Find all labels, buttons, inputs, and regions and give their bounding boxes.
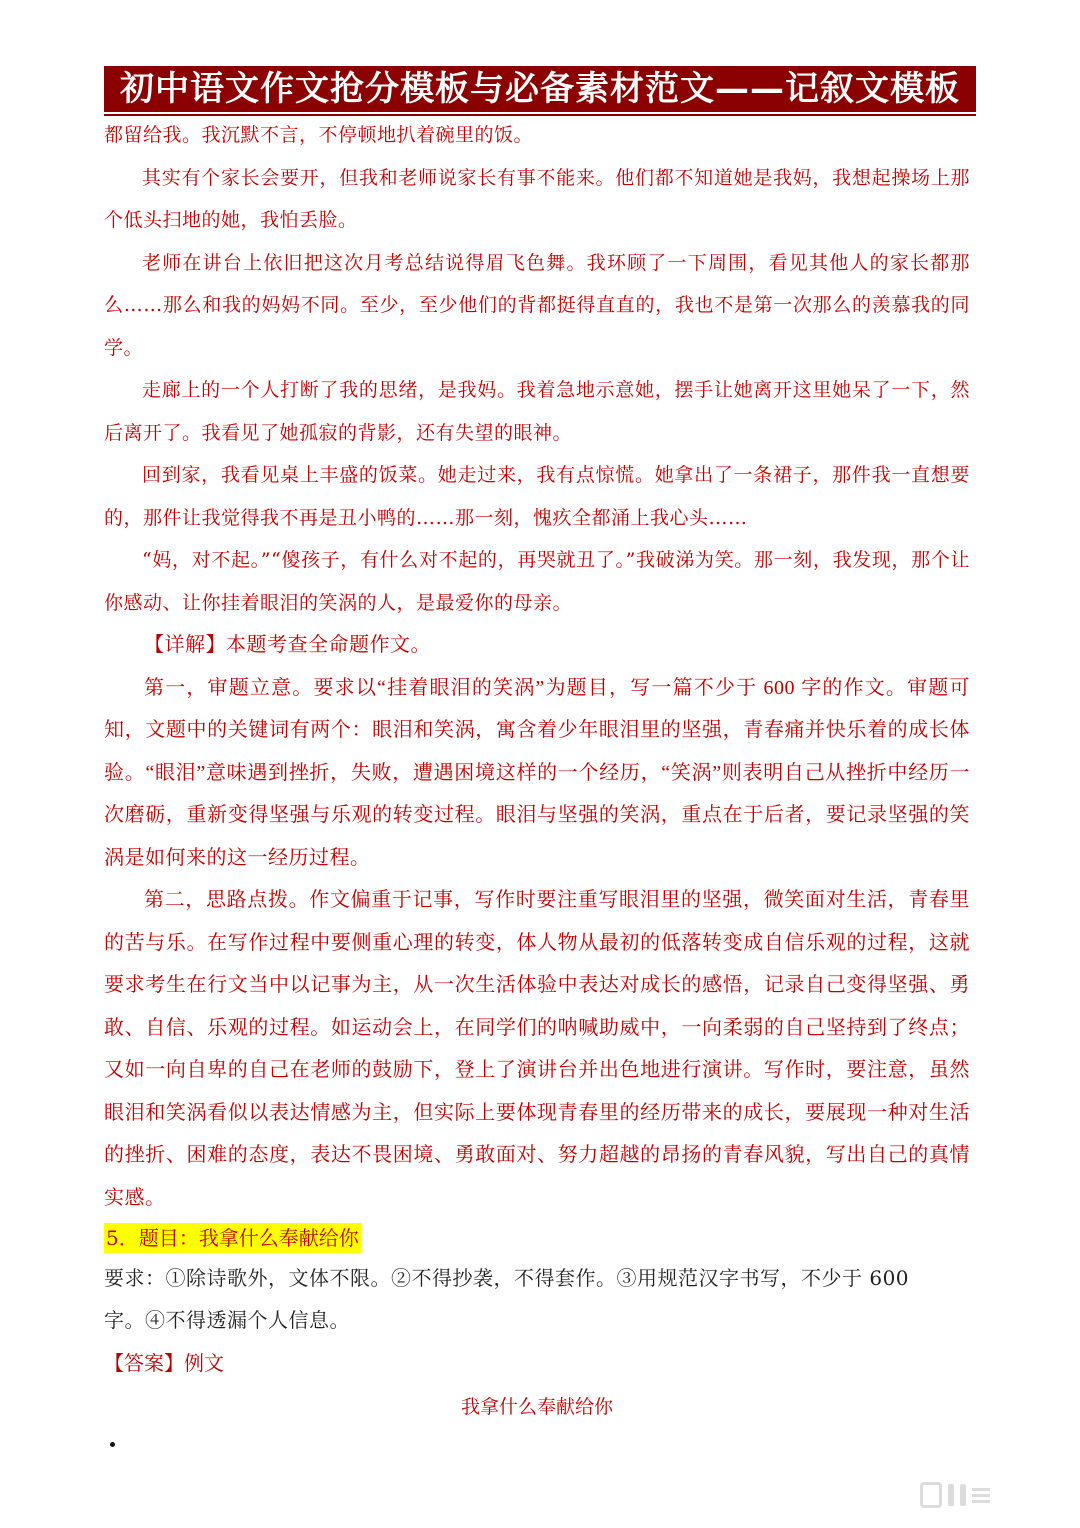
watermark-lines-icon [972,1488,990,1503]
answer-label: 【答案】例文 [104,1351,224,1375]
watermark-box-icon [920,1482,942,1508]
essay-paragraph: 走廊上的一个人打断了我的思绪，是我妈。我着急地示意她，摆手让她离开这里她呆了一下，然后离开了。我看见了她孤寂的背影，还有失望的眼神。 [104,379,970,444]
essay-paragraph: “妈，对不起。”“傻孩子，有什么对不起的，再哭就丑了。”我破涕为笑。那一刻，我发现，那个让你感动、让你挂着眼泪的笑涡的人，是最爱你的母亲。 [104,549,970,614]
essay-paragraph: 都留给我。我沉默不言，不停顿地扒着碗里的饭。 [104,124,534,146]
essay-paragraph: 老师在讲台上依旧把这次月考总结说得眉飞色舞。我环顾了一下周围，看见其他人的家长都那么……那么和我的妈妈不同。至少，至少他们的背都挺得直直的，我也不是第一次那么的羡慕我的同学。 [104,251,970,359]
bullet-dot [110,1442,115,1447]
question-title: 5．题目：我拿什么奉献给你 [104,1223,361,1253]
watermark-bar-icon [960,1484,966,1506]
question-requirement: 字。④不得透漏个人信息。 [104,1308,350,1332]
watermark-logo [920,1478,1060,1512]
page-header-banner: 初中语文作文抢分模板与必备素材范文——记叙文模板 [104,66,976,112]
analysis-paragraph: 第二，思路点拨。作文偏重于记事，写作时要注重写眼泪里的坚强，微笑面对生活，青春里的苦与乐。在写作过程中要侧重心理的转变，体人物从最初的低落转变成自信乐观的过程，这就要求考生在行文当中以记事为主，从一次生活体验中表达对成长的感悟，记录自己变得坚强、勇敢、自信、乐观的过程。如运动会上，在同学们的呐喊助威中，一向柔弱的自己坚持到了终点；又如一向自卑的自己在老师的鼓励下，登上了演讲台并出色地进行演讲。写作时，要注意，虽然眼泪和笑涡看似以表达情感为主，但实际上要体现青春里的经历带来的成长，要展现一种对生活的挫折、困难的态度，表达不畏困境、勇敢面对、努力超越的昂扬的青春风貌，写出自己的真情实感。 [104,889,970,1209]
essay-paragraph: 其实有个家长会要开，但我和老师说家长有事不能来。他们都不知道她是我妈，我想起操场上那个低头扫地的她，我怕丢脸。 [104,166,970,231]
analysis-heading: 【详解】本题考查全命题作文。 [144,634,431,656]
essay-paragraph: 回到家，我看见桌上丰盛的饭菜。她走过来，我有点惊慌。她拿出了一条裙子，那件我一直想要的，那件让我觉得我不再是丑小鸭的……那一刻，愧疚全都涌上我心头…… [104,464,970,529]
document-body [104,114,970,1429]
question-title-row [104,1223,970,1253]
watermark-bar-icon [948,1484,954,1506]
question-requirement: 要求：①除诗歌外，文体不限。②不得抄袭，不得套作。③用规范汉字书写，不少于 600 [104,1266,910,1290]
essay-title: 我拿什么奉献给你 [460,1396,613,1418]
analysis-paragraph: 第一，审题立意。要求以“挂着眼泪的笑涡”为题目，写一篇不少于 600 字的作文。审题可知，文题中的关键词有两个：眼泪和笑涡，寓含着少年眼泪里的坚强，青春痛并快乐着的成长体验。“眼泪”意味遇到挫折，失败，遭遇困境这样的一个经历，“笑涡”则表明自己从挫折中经历一次磨砺，重新变得坚强与乐观的转变过程。眼泪与坚强的笑涡，重点在于后者，要记录坚强的笑涡是如何来的这一经历过程。 [104,676,970,869]
